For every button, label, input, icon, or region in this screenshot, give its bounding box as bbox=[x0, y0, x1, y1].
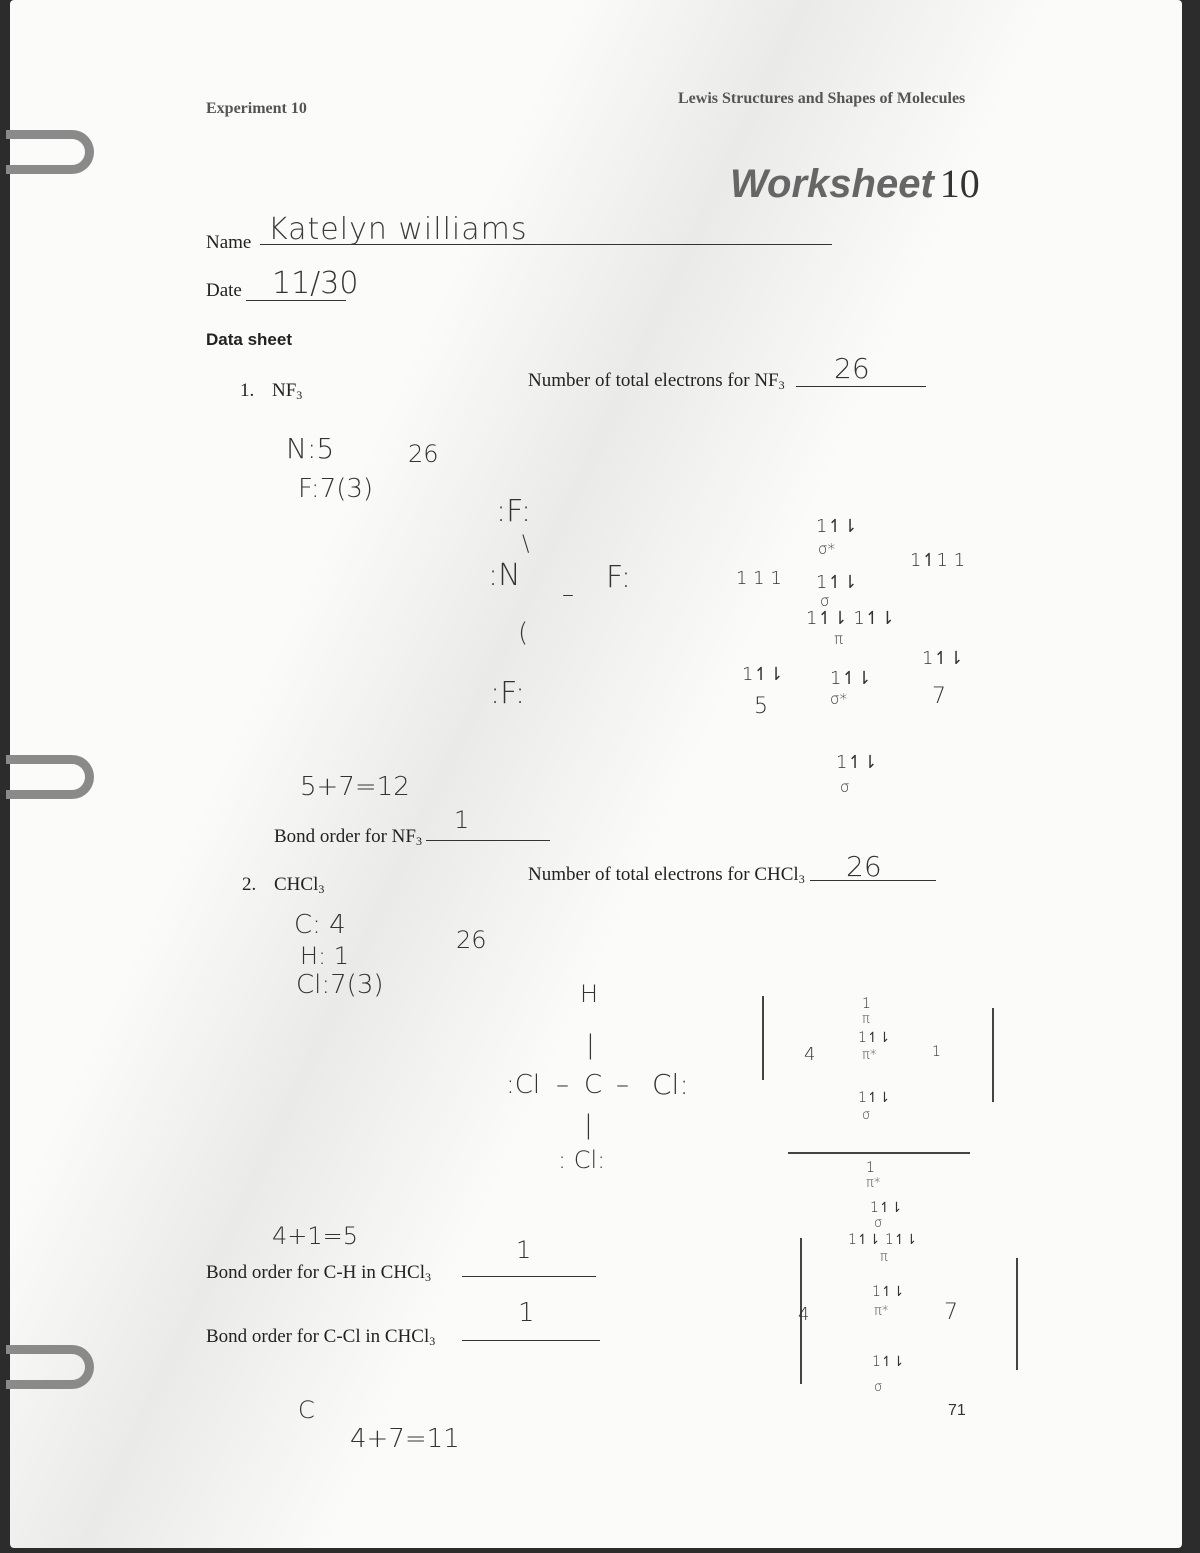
q1-mo-label-1: σ* bbox=[818, 540, 836, 558]
experiment-label: Experiment 10 bbox=[206, 100, 307, 117]
page-number: 71 bbox=[948, 1402, 966, 1419]
q1-number: 1. bbox=[240, 380, 255, 401]
q1-mo-label-5: σ bbox=[840, 778, 850, 796]
q1-calc: 5+7=12 bbox=[300, 772, 410, 802]
q1-total-value[interactable]: 26 bbox=[834, 352, 870, 385]
q2-mo-bottom-left: 4 bbox=[798, 1304, 810, 1325]
q2-formula: CHCl$_3$ bbox=[274, 874, 325, 896]
q1-mo-right-top: 1↿1 1 bbox=[910, 550, 966, 571]
q1-mo-level-2: 1↿⇂ bbox=[816, 572, 858, 593]
q2-work-line-1: C: 4 bbox=[294, 910, 346, 940]
q2-mo-top-label-3: σ bbox=[862, 1108, 871, 1123]
q2-mo-bottom-label-1: π* bbox=[866, 1176, 881, 1191]
name-field[interactable]: Katelyn williams bbox=[268, 212, 528, 247]
q1-mo-level-3: 1↿⇂ 1↿⇂ bbox=[806, 608, 895, 629]
q2-c-mark: C bbox=[298, 1396, 315, 1424]
date-field[interactable]: 11/30 bbox=[272, 266, 359, 301]
q2-mo-bottom-label-5: σ bbox=[874, 1380, 883, 1395]
q1-mo-level-4: 1↿⇂ bbox=[830, 668, 872, 689]
q1-lewis-n: :N bbox=[488, 558, 521, 593]
date-label: Date bbox=[206, 280, 242, 301]
q2-mo-bottom-level-4: 1↿⇂ bbox=[872, 1284, 905, 1300]
q2-lewis-c: C bbox=[584, 1070, 603, 1100]
q2-total-label: Number of total electrons for CHCl$_3$ bbox=[528, 864, 805, 886]
q2-lewis-cl-left: :Cl bbox=[506, 1070, 541, 1100]
q2-mo-bottom-level-3: 1↿⇂ 1↿⇂ bbox=[848, 1232, 918, 1248]
q2-ch-label: Bond order for C-H in CHCl$_3$ bbox=[206, 1262, 432, 1284]
name-label: Name bbox=[206, 232, 252, 253]
worksheet-word: Worksheet bbox=[730, 162, 934, 206]
q1-formula: $NF_3$ bbox=[272, 380, 303, 402]
q1-mo-right-mid2: 7 bbox=[932, 684, 946, 709]
q1-bond-line bbox=[426, 840, 550, 841]
q1-work-line-2: F:7(3) bbox=[298, 474, 374, 504]
q2-ccl-value[interactable]: 1 bbox=[518, 1298, 535, 1328]
q2-total-value[interactable]: 26 bbox=[846, 850, 882, 883]
q2-lewis-bond-bottom: | bbox=[584, 1110, 593, 1140]
q2-ccl-label: Bond order for C-Cl in CHCl$_3$ bbox=[206, 1326, 436, 1348]
q2-lewis-bond-left: – bbox=[556, 1070, 569, 1100]
q2-mo-top-level-2: 1↿⇂ bbox=[858, 1030, 891, 1046]
q2-lewis-cl-bottom: : Cl: bbox=[558, 1146, 606, 1174]
q2-ccl-line bbox=[462, 1340, 600, 1341]
q2-mo-top-right: 1 bbox=[932, 1044, 941, 1060]
q2-mo-bottom-label-3: π bbox=[880, 1250, 888, 1265]
worksheet-title bbox=[730, 160, 980, 207]
q1-work-total: 26 bbox=[408, 440, 439, 468]
q1-mo-label-2: σ bbox=[820, 592, 830, 610]
q1-work-line-1: N:5 bbox=[286, 432, 335, 465]
q1-lewis-bond-bottom: ( bbox=[518, 618, 529, 648]
q1-mo-level-5: 1↿⇂ bbox=[836, 752, 878, 773]
q1-total-label: Number of total electrons for $NF_3$ bbox=[528, 370, 785, 392]
q2-mo-bottom-level-5: 1↿⇂ bbox=[872, 1354, 905, 1370]
q1-mo-label-3: π bbox=[834, 630, 844, 648]
q2-lewis-h: H bbox=[580, 980, 599, 1008]
q2-mo-top-label-1: π bbox=[862, 1012, 870, 1027]
q1-mo-left-mid: 1↿⇂ bbox=[742, 664, 784, 685]
q2-mo-top-left: 4 bbox=[804, 1044, 816, 1065]
q2-mo-bottom-level-2: 1↿⇂ bbox=[870, 1200, 903, 1216]
q2-calc: 4+1=5 bbox=[272, 1222, 359, 1250]
q1-bond-value[interactable]: 1 bbox=[454, 806, 470, 834]
q1-lewis-f-bottom: :F: bbox=[490, 676, 526, 711]
worksheet-page bbox=[10, 0, 1182, 1548]
q2-mo-top-label-2: π* bbox=[862, 1048, 877, 1063]
q1-mo-label-4: σ* bbox=[830, 690, 848, 708]
q2-ch-value[interactable]: 1 bbox=[516, 1236, 532, 1264]
q2-work-total: 26 bbox=[456, 926, 487, 954]
q1-mo-left-mid2: 5 bbox=[754, 694, 768, 719]
binder-ring-top bbox=[6, 130, 94, 174]
q2-lewis-bond-right: – bbox=[616, 1070, 629, 1100]
worksheet-number: 10 bbox=[939, 161, 980, 206]
q1-mo-right-mid: 1↿⇂ bbox=[922, 648, 964, 669]
binder-ring-middle bbox=[6, 755, 94, 799]
q1-lewis-bond-top: \ bbox=[522, 532, 530, 557]
topic-title: Lewis Structures and Shapes of Molecules bbox=[678, 90, 966, 107]
q2-lewis-cl-right: Cl: bbox=[652, 1068, 689, 1101]
q2-mo-top-left-bar bbox=[762, 996, 764, 1080]
q1-lewis-bond-right: – bbox=[562, 580, 574, 608]
q2-number: 2. bbox=[242, 874, 257, 895]
q1-mo-left-top: 1 1 1 bbox=[736, 568, 782, 589]
q1-mo-level-1: 1↿⇂ bbox=[816, 516, 858, 537]
q1-lewis-f-right: F: bbox=[606, 560, 632, 595]
q1-lewis-f-top: :F: bbox=[496, 494, 532, 529]
q2-mo-bottom-right-bar bbox=[1016, 1258, 1018, 1370]
binder-ring-bottom bbox=[6, 1345, 94, 1389]
q2-work-line-3: Cl:7(3) bbox=[296, 970, 384, 1000]
q2-mo-divider bbox=[788, 1152, 970, 1154]
q2-mo-top-level-3: 1↿⇂ bbox=[858, 1090, 891, 1106]
q2-mo-bottom-label-4: π* bbox=[874, 1304, 889, 1319]
data-sheet-title: Data sheet bbox=[206, 330, 292, 349]
q2-work-line-2: H: 1 bbox=[300, 942, 350, 970]
q1-total-line bbox=[796, 386, 926, 387]
q2-calc-2: 4+7=11 bbox=[350, 1424, 460, 1454]
q2-mo-top-right-bar bbox=[992, 1008, 994, 1102]
q2-mo-bottom-right: 7 bbox=[944, 1300, 958, 1325]
q1-bond-label: Bond order for $NF_3$ bbox=[274, 826, 422, 848]
q2-lewis-bond-top: | bbox=[586, 1030, 595, 1060]
q2-mo-bottom-label-2: σ bbox=[874, 1216, 883, 1231]
q2-mo-top-level-1: 1 bbox=[862, 996, 871, 1012]
q2-ch-line bbox=[462, 1276, 596, 1277]
q2-mo-bottom-level-1: 1 bbox=[866, 1160, 875, 1176]
